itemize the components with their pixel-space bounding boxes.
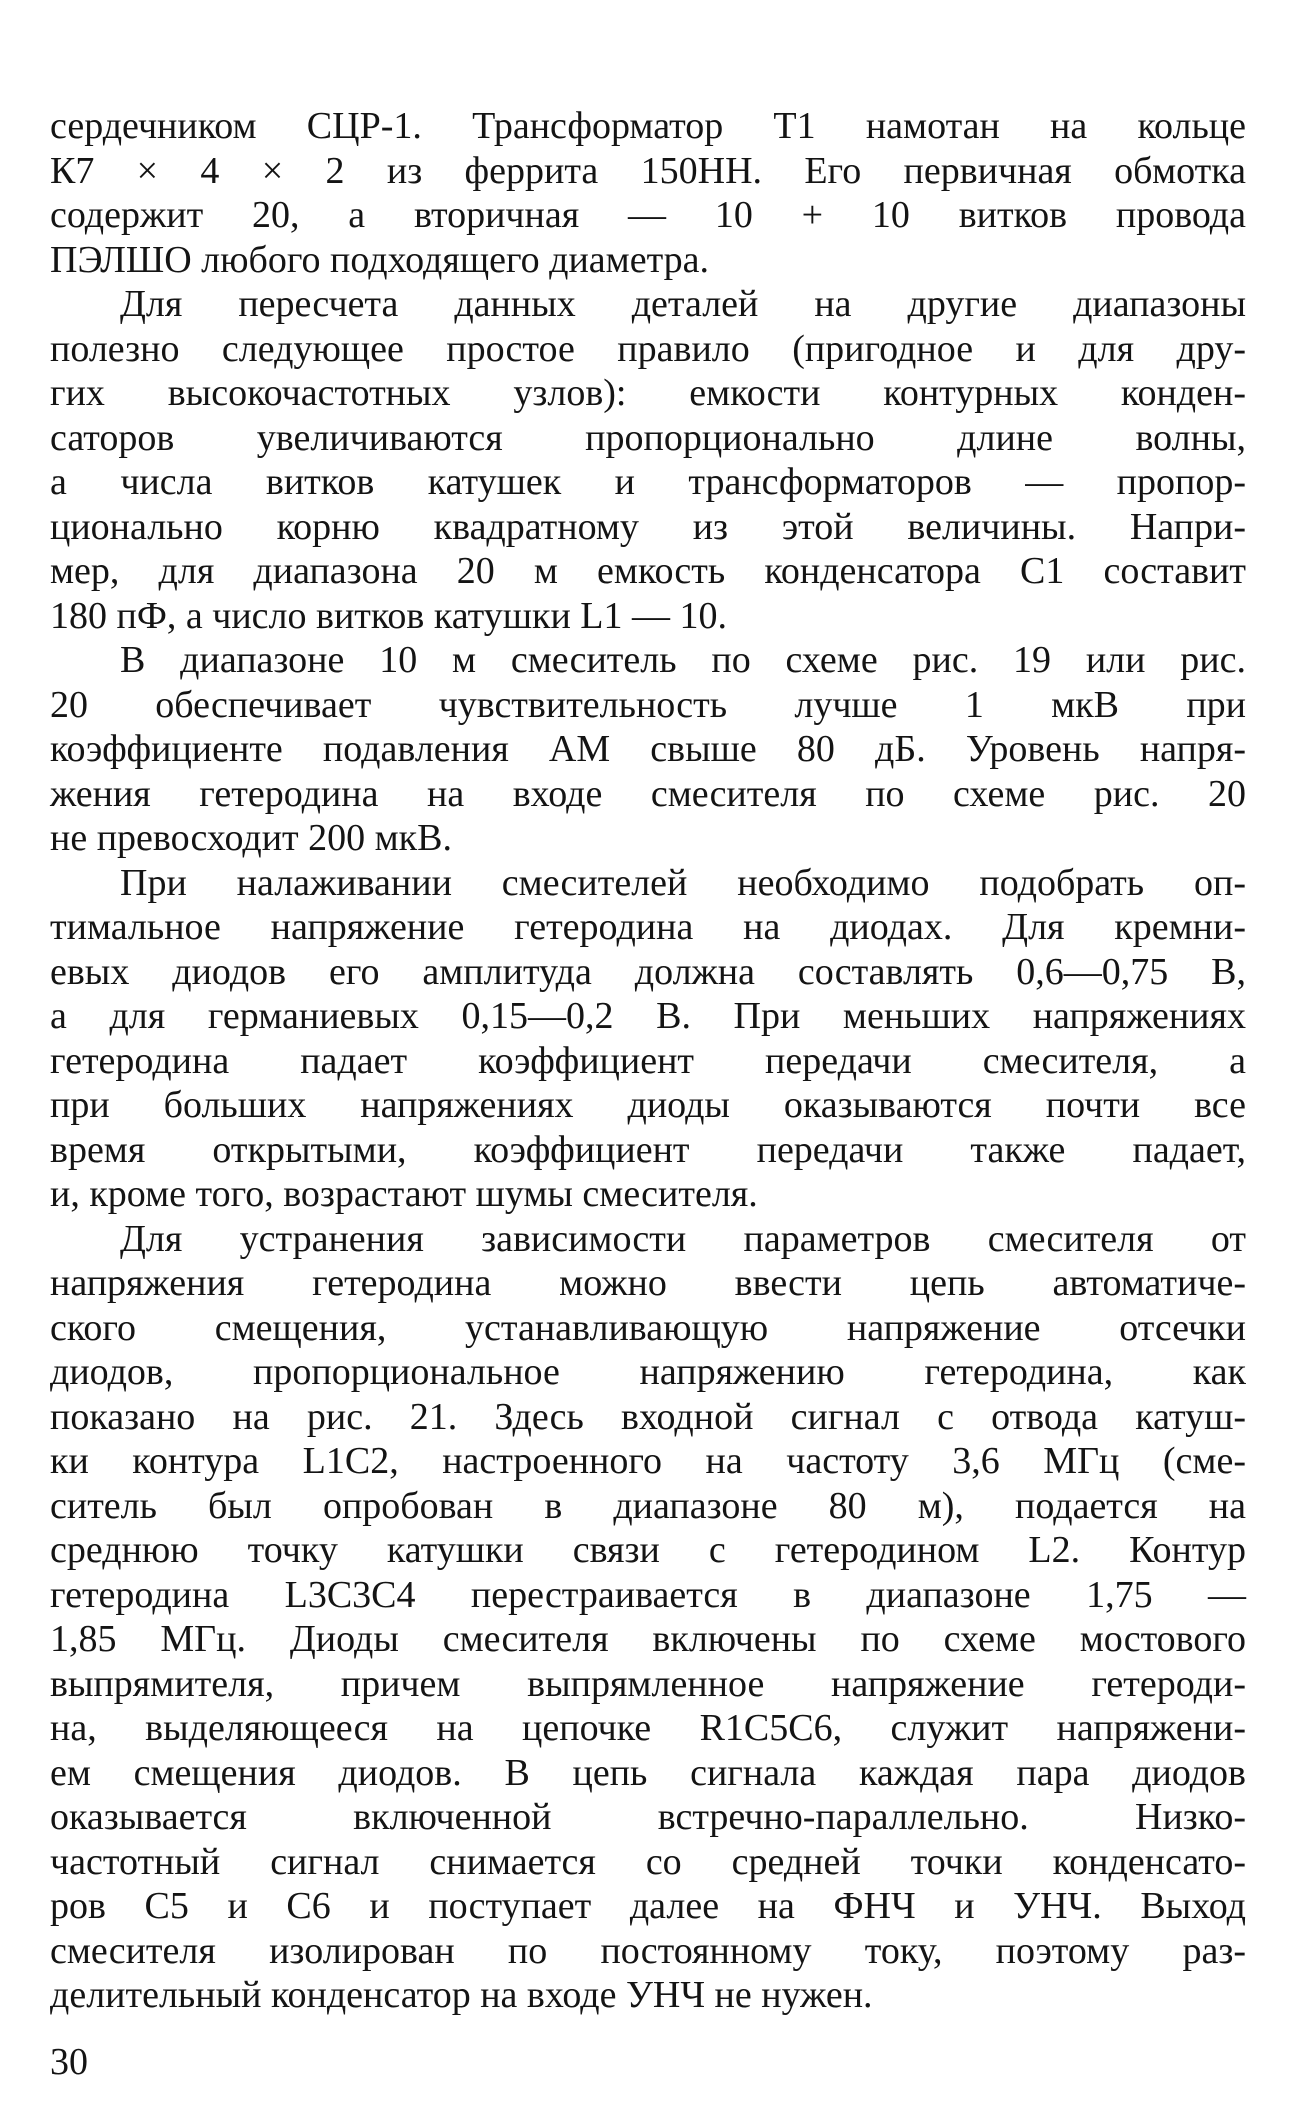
paragraph-5	[50, 1217, 1246, 2018]
text-line: выпрямителя, причем выпрямленное напряжение гетероди-	[50, 1662, 1246, 1705]
text-line: гетеродина падает коэффициент передачи смесителя, а	[50, 1039, 1246, 1082]
text-line: не превосходит 200 мкВ.	[50, 817, 452, 859]
text-line: тимальное напряжение гетеродина на диодах. Для кремни-	[50, 906, 1246, 948]
paragraph-2	[50, 282, 1246, 638]
paragraph-1	[50, 104, 1246, 282]
text-line: жения гетеродина на входе смесителя по схеме рис. 20	[50, 772, 1246, 815]
text-line: ров C5 и C6 и поступает далее на ФНЧ и УНЧ. Выход	[50, 1885, 1246, 1927]
text-line: ситель был опробован в диапазоне 80 м), подается на	[50, 1484, 1246, 1527]
text-line: показано на рис. 21. Здесь входной сигнал с отвода катуш-	[50, 1395, 1246, 1438]
text-line: оказывается включенной встречно-параллельно. Низко-	[50, 1796, 1246, 1838]
text-line: содержит 20, а вторичная — 10 + 10 витков провода	[50, 194, 1246, 236]
text-line: Для устранения зависимости параметров смесителя от	[120, 1217, 1246, 1260]
text-line: при больших напряжениях диоды оказываются почти все	[50, 1084, 1246, 1126]
text-line: ем смещения диодов. В цепь сигнала каждая пара диодов	[50, 1751, 1246, 1794]
text-line: коэффициенте подавления АМ свыше 80 дБ. Уровень напря-	[50, 728, 1246, 770]
text-line: время открытыми, коэффициент передачи также падает,	[50, 1128, 1246, 1171]
paragraph-3	[50, 638, 1246, 861]
text-line: евых диодов его амплитуда должна составлять 0,6—0,75 В,	[50, 950, 1246, 993]
text-line: К7 × 4 × 2 из феррита 150НН. Его первичная обмотка	[50, 149, 1246, 192]
text-line: полезно следующее простое правило (пригодное и для дру-	[50, 327, 1246, 370]
text-line: смесителя изолирован по постоянному току, поэтому раз-	[50, 1929, 1246, 1972]
text-line: а числа витков катушек и трансформаторов — пропор-	[50, 461, 1246, 503]
page-body	[50, 104, 1246, 2018]
text-line: сердечником СЦР-1. Трансформатор T1 намотан на кольце	[50, 105, 1246, 147]
text-line: ПЭЛШО любого подходящего диаметра.	[50, 238, 710, 281]
text-line: на, выделяющееся на цепочке R1C5C6, служит напряжени-	[50, 1707, 1246, 1749]
page-number: 30	[50, 2041, 88, 2083]
text-line: ки контура L1C2, настроенного на частоту 3,6 МГц (сме-	[50, 1440, 1246, 1482]
text-line: среднюю точку катушки связи с гетеродином L2. Контур	[50, 1529, 1246, 1571]
text-line: частотный сигнал снимается со средней точки конденсато-	[50, 1840, 1246, 1883]
text-line: ского смещения, устанавливающую напряжение отсечки	[50, 1306, 1246, 1349]
text-line: делительный конденсатор на входе УНЧ не нужен.	[50, 1974, 873, 2016]
text-line: 1,85 МГц. Диоды смесителя включены по схеме мостового	[50, 1618, 1246, 1660]
text-line: саторов увеличиваются пропорционально длине волны,	[50, 416, 1246, 459]
text-line: В диапазоне 10 м смеситель по схеме рис. 19 или рис.	[120, 639, 1246, 681]
text-line: гих высокочастотных узлов): емкости контурных конден-	[50, 372, 1246, 414]
text-line: мер, для диапазона 20 м емкость конденсатора C1 составит	[50, 550, 1246, 592]
text-line: При налаживании смесителей необходимо подобрать оп-	[120, 861, 1246, 904]
text-line: Для пересчета данных деталей на другие диапазоны	[120, 283, 1246, 325]
text-line: и, кроме того, возрастают шумы смесителя.	[50, 1173, 758, 1215]
text-line: напряжения гетеродина можно ввести цепь автоматиче-	[50, 1262, 1246, 1304]
text-line: ционально корню квадратному из этой величины. Напри-	[50, 505, 1246, 548]
paragraph-4	[50, 861, 1246, 1217]
text-line: а для германиевых 0,15—0,2 В. При меньших напряжениях	[50, 995, 1246, 1037]
text-line: диодов, пропорциональное напряжению гетеродина, как	[50, 1351, 1246, 1393]
text-line: 20 обеспечивает чувствительность лучше 1 мкВ при	[50, 683, 1246, 726]
text-line: 180 пФ, а число витков катушки L1 — 10.	[50, 594, 728, 637]
text-line: гетеродина L3C3C4 перестраивается в диапазоне 1,75 —	[50, 1573, 1246, 1616]
